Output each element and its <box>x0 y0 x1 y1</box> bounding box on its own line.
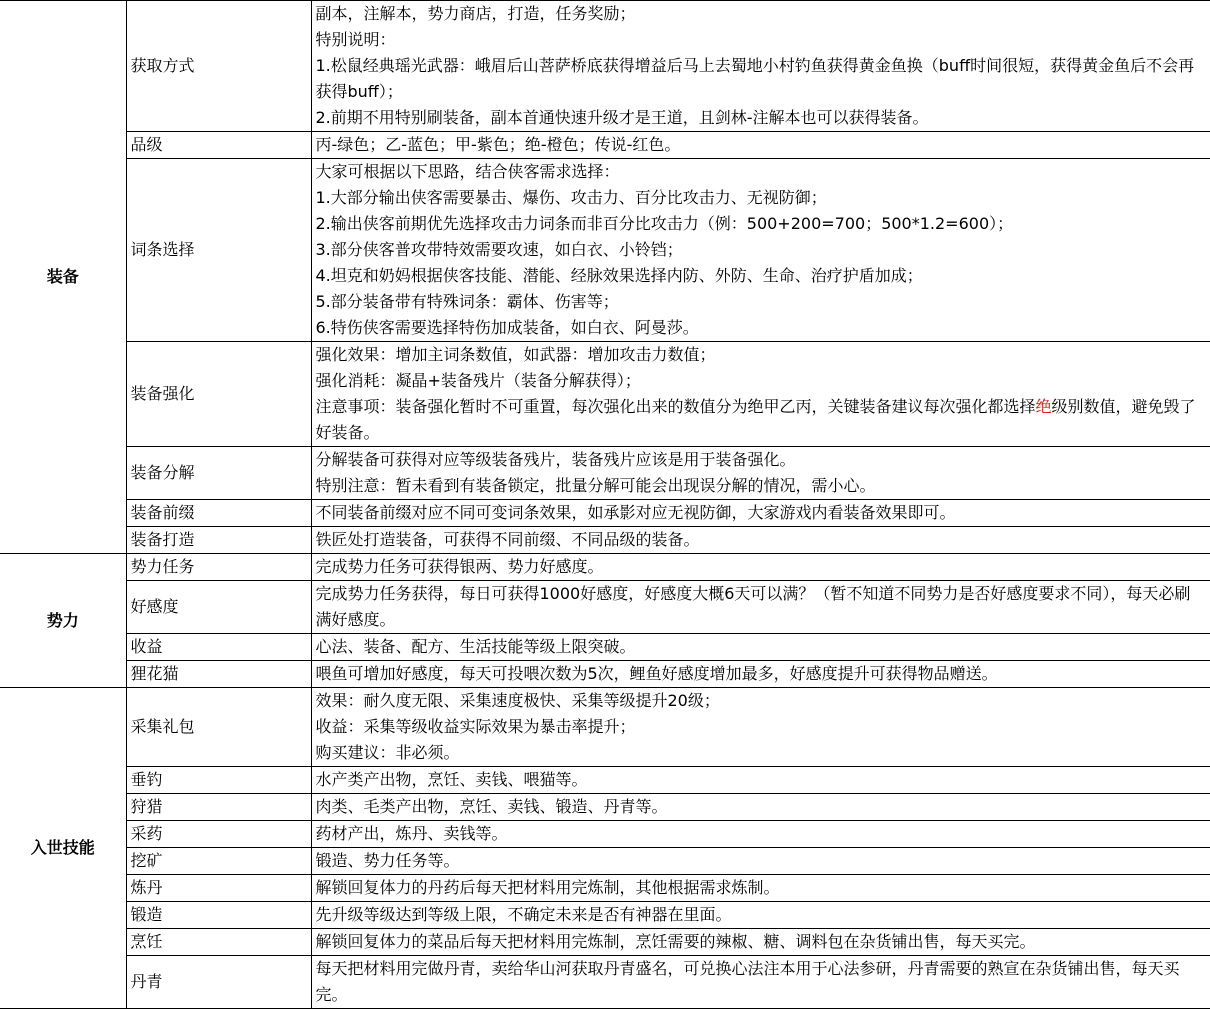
category-cell: 入世技能 <box>0 688 126 1009</box>
item-label: 好感度 <box>126 581 311 634</box>
category-cell: 势力 <box>0 554 126 688</box>
item-label: 装备前缀 <box>126 500 311 527</box>
description-text: 级别数值，避免毁了好装备。 <box>315 397 1196 442</box>
highlight-text: 绝 <box>1035 397 1052 416</box>
table-row <box>0 956 1210 1009</box>
item-description: 每天把材料用完做丹青，卖给华山河获取丹青盛名，可兑换心法注本用于心法参研，丹青需要的熟宣在杂货铺出售，每天买完。 <box>311 956 1210 1009</box>
item-description: 不同装备前缀对应不同可变词条效果，如承影对应无视防御，大家游戏内看装备效果即可。 <box>311 500 1210 527</box>
item-label: 狸花猫 <box>126 661 311 688</box>
item-description: 锻造、势力任务等。 <box>311 848 1210 875</box>
item-label: 词条选择 <box>126 159 311 342</box>
table-row <box>0 767 1210 794</box>
item-label: 获取方式 <box>126 1 311 132</box>
table-row <box>0 634 1210 661</box>
table-row <box>0 661 1210 688</box>
item-description: 完成势力任务可获得银两、势力好感度。 <box>311 554 1210 581</box>
table-row <box>0 929 1210 956</box>
category-cell: 装备 <box>0 1 126 554</box>
item-label: 锻造 <box>126 902 311 929</box>
item-label: 垂钓 <box>126 767 311 794</box>
item-description: 肉类、毛类产出物，烹饪、卖钱、锻造、丹青等。 <box>311 794 1210 821</box>
item-label: 狩猎 <box>126 794 311 821</box>
item-label: 装备打造 <box>126 527 311 554</box>
item-description: 心法、装备、配方、生活技能等级上限突破。 <box>311 634 1210 661</box>
item-description: 大家可根据以下思路，结合侠客需求选择： 1.大部分输出侠客需要暴击、爆伤、攻击力、百分比攻击力、无视防御； 2.输出侠客前期优先选择攻击力词条而非百分比攻击力（例：500+200=700；500*1.2=600）； 3.部分侠客普攻带特效需要攻速，如白衣、小铃铛； 4.坦克和奶妈根据侠客技能、潜能、经脉效果选择内防、外防、生命、治疗护盾加成； 5.部分装备带有特殊词条：霸体、伤害等； 6.特伤侠客需要选择特伤加成装备，如白衣、阿曼莎。 <box>311 159 1210 342</box>
item-description: 完成势力任务获得，每日可获得1000好感度，好感度大概6天可以满？（暂不知道不同势力是否好感度要求不同），每天必刷满好感度。 <box>311 581 1210 634</box>
item-label: 装备强化 <box>126 342 311 447</box>
item-label: 品级 <box>126 132 311 159</box>
item-description: 药材产出，炼丹、卖钱等。 <box>311 821 1210 848</box>
item-description: 效果：耐久度无限、采集速度极快、采集等级提升20级； 收益：采集等级收益实际效果为暴击率提升； 购买建议：非必须。 <box>311 688 1210 767</box>
item-label: 采集礼包 <box>126 688 311 767</box>
table-row <box>0 527 1210 554</box>
description-text: 强化效果：增加主词条数值，如武器：增加攻击力数值； 强化消耗：凝晶+装备残片（装备分解获得）； 注意事项：装备强化暂时不可重置，每次强化出来的数值分为绝甲乙丙，关键装备建议每次强化都选择 <box>315 345 1036 416</box>
table-row <box>0 848 1210 875</box>
item-label: 势力任务 <box>126 554 311 581</box>
item-description: 先升级等级达到等级上限，不确定未来是否有神器在里面。 <box>311 902 1210 929</box>
item-description: 铁匠处打造装备，可获得不同前缀、不同品级的装备。 <box>311 527 1210 554</box>
table-row <box>0 821 1210 848</box>
table-row <box>0 447 1210 500</box>
item-label: 炼丹 <box>126 875 311 902</box>
item-label: 烹饪 <box>126 929 311 956</box>
item-description: 水产类产出物，烹饪、卖钱、喂猫等。 <box>311 767 1210 794</box>
item-label: 丹青 <box>126 956 311 1009</box>
item-label: 挖矿 <box>126 848 311 875</box>
item-description <box>311 342 1210 447</box>
item-description: 解锁回复体力的丹药后每天把材料用完炼制，其他根据需求炼制。 <box>311 875 1210 902</box>
item-label: 收益 <box>126 634 311 661</box>
table-row <box>0 132 1210 159</box>
table-row <box>0 500 1210 527</box>
item-description: 喂鱼可增加好感度，每天可投喂次数为5次，鲤鱼好感度增加最多，好感度提升可获得物品赠送。 <box>311 661 1210 688</box>
table-row <box>0 688 1210 767</box>
item-label: 装备分解 <box>126 447 311 500</box>
table-row <box>0 1 1210 132</box>
item-description: 副本，注解本，势力商店，打造，任务奖励； 特别说明： 1.松鼠经典瑶光武器：峨眉后山菩萨桥底获得增益后马上去蜀地小村钓鱼获得黄金鱼换（buff时间很短，获得黄金鱼后不会再获得buff）； 2.前期不用特别刷装备，副本首通快速升级才是王道，且剑林-注解本也可以获得装备。 <box>311 1 1210 132</box>
table-row <box>0 581 1210 634</box>
item-label: 采药 <box>126 821 311 848</box>
item-description: 解锁回复体力的菜品后每天把材料用完炼制，烹饪需要的辣椒、糖、调料包在杂货铺出售，每天买完。 <box>311 929 1210 956</box>
table-row <box>0 794 1210 821</box>
table-row <box>0 159 1210 342</box>
item-description: 分解装备可获得对应等级装备残片，装备残片应该是用于装备强化。 特别注意：暂未看到有装备锁定，批量分解可能会出现误分解的情况，需小心。 <box>311 447 1210 500</box>
item-description: 丙-绿色；乙-蓝色；甲-紫色；绝-橙色；传说-红色。 <box>311 132 1210 159</box>
table-row <box>0 875 1210 902</box>
table-row <box>0 554 1210 581</box>
table-row <box>0 342 1210 447</box>
table-row <box>0 902 1210 929</box>
